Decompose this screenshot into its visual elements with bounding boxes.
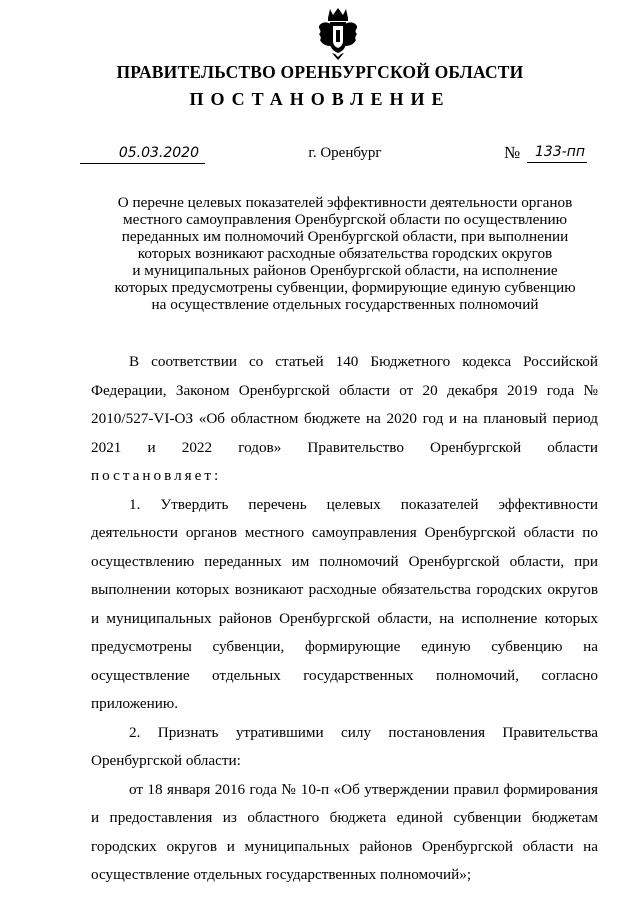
document-type: ПОСТАНОВЛЕНИЕ bbox=[189, 89, 451, 109]
title-line: на осуществление отдельных государственных полномочий bbox=[151, 296, 539, 313]
document-date: 05.03.2020 bbox=[118, 145, 199, 161]
title-line: которых возникают расходные обязательства городских округов bbox=[137, 245, 553, 262]
item-2-1-paragraph: от 18 января 2016 года № 10-п «Об утверждении правил формирования и предоставления из областного бюджета единой субвенции бюджетам городских округов и муниципальных районов Оренбургской области на осуществление отдельных государственных полномочий»; bbox=[91, 780, 598, 883]
coat-of-arms-icon bbox=[317, 6, 359, 62]
title-line: местного самоуправления Оренбургской области по осуществлению bbox=[123, 211, 567, 228]
preamble-paragraph: В соответствии со статьей 140 Бюджетного кодекса Российской Федерации, Законом Оренбургской области от 20 декабря 2019 года № 2010/527-VI-ОЗ «Об областном бюджете на 2020 год и на плановый период 2021 и 2022 годов» Правительство Оренбургской области bbox=[91, 353, 598, 456]
resolves-word: постановляет: bbox=[91, 467, 222, 484]
city-label: г. Оренбург bbox=[308, 145, 382, 161]
number-label: № bbox=[504, 143, 521, 162]
document-title bbox=[90, 194, 600, 313]
government-name: ПРАВИТЕЛЬСТВО ОРЕНБУРГСКОЙ ОБЛАСТИ bbox=[116, 62, 524, 82]
title-line: и муниципальных районов Оренбургской области, на исполнение bbox=[132, 262, 558, 279]
title-line: которых предусмотрены субвенции, формирующие единую субвенцию bbox=[114, 279, 576, 296]
title-line: О перечне целевых показателей эффективности деятельности органов bbox=[117, 194, 573, 211]
title-line: переданных им полномочий Оренбургской области, при выполнении bbox=[121, 228, 569, 245]
item-1-paragraph: 1. Утвердить перечень целевых показателей эффективности деятельности органов местного самоуправления Оренбургской области по осуществлению переданных им полномочий Оренбургской области, при выполнении которых возникают расходные обязательства городских округов и муниципальных районов Оренбургской области, на исполнение которых предусмотрены субвенции, формирующие единую субвенцию на осуществление отдельных государственных полномочий, согласно приложению. bbox=[91, 495, 598, 712]
document-number-field bbox=[527, 144, 587, 163]
document-number: 133-пп bbox=[535, 144, 586, 160]
document-body bbox=[91, 348, 598, 890]
item-2-paragraph: 2. Признать утратившими силу постановления Правительства Оренбургской области: bbox=[91, 723, 598, 769]
